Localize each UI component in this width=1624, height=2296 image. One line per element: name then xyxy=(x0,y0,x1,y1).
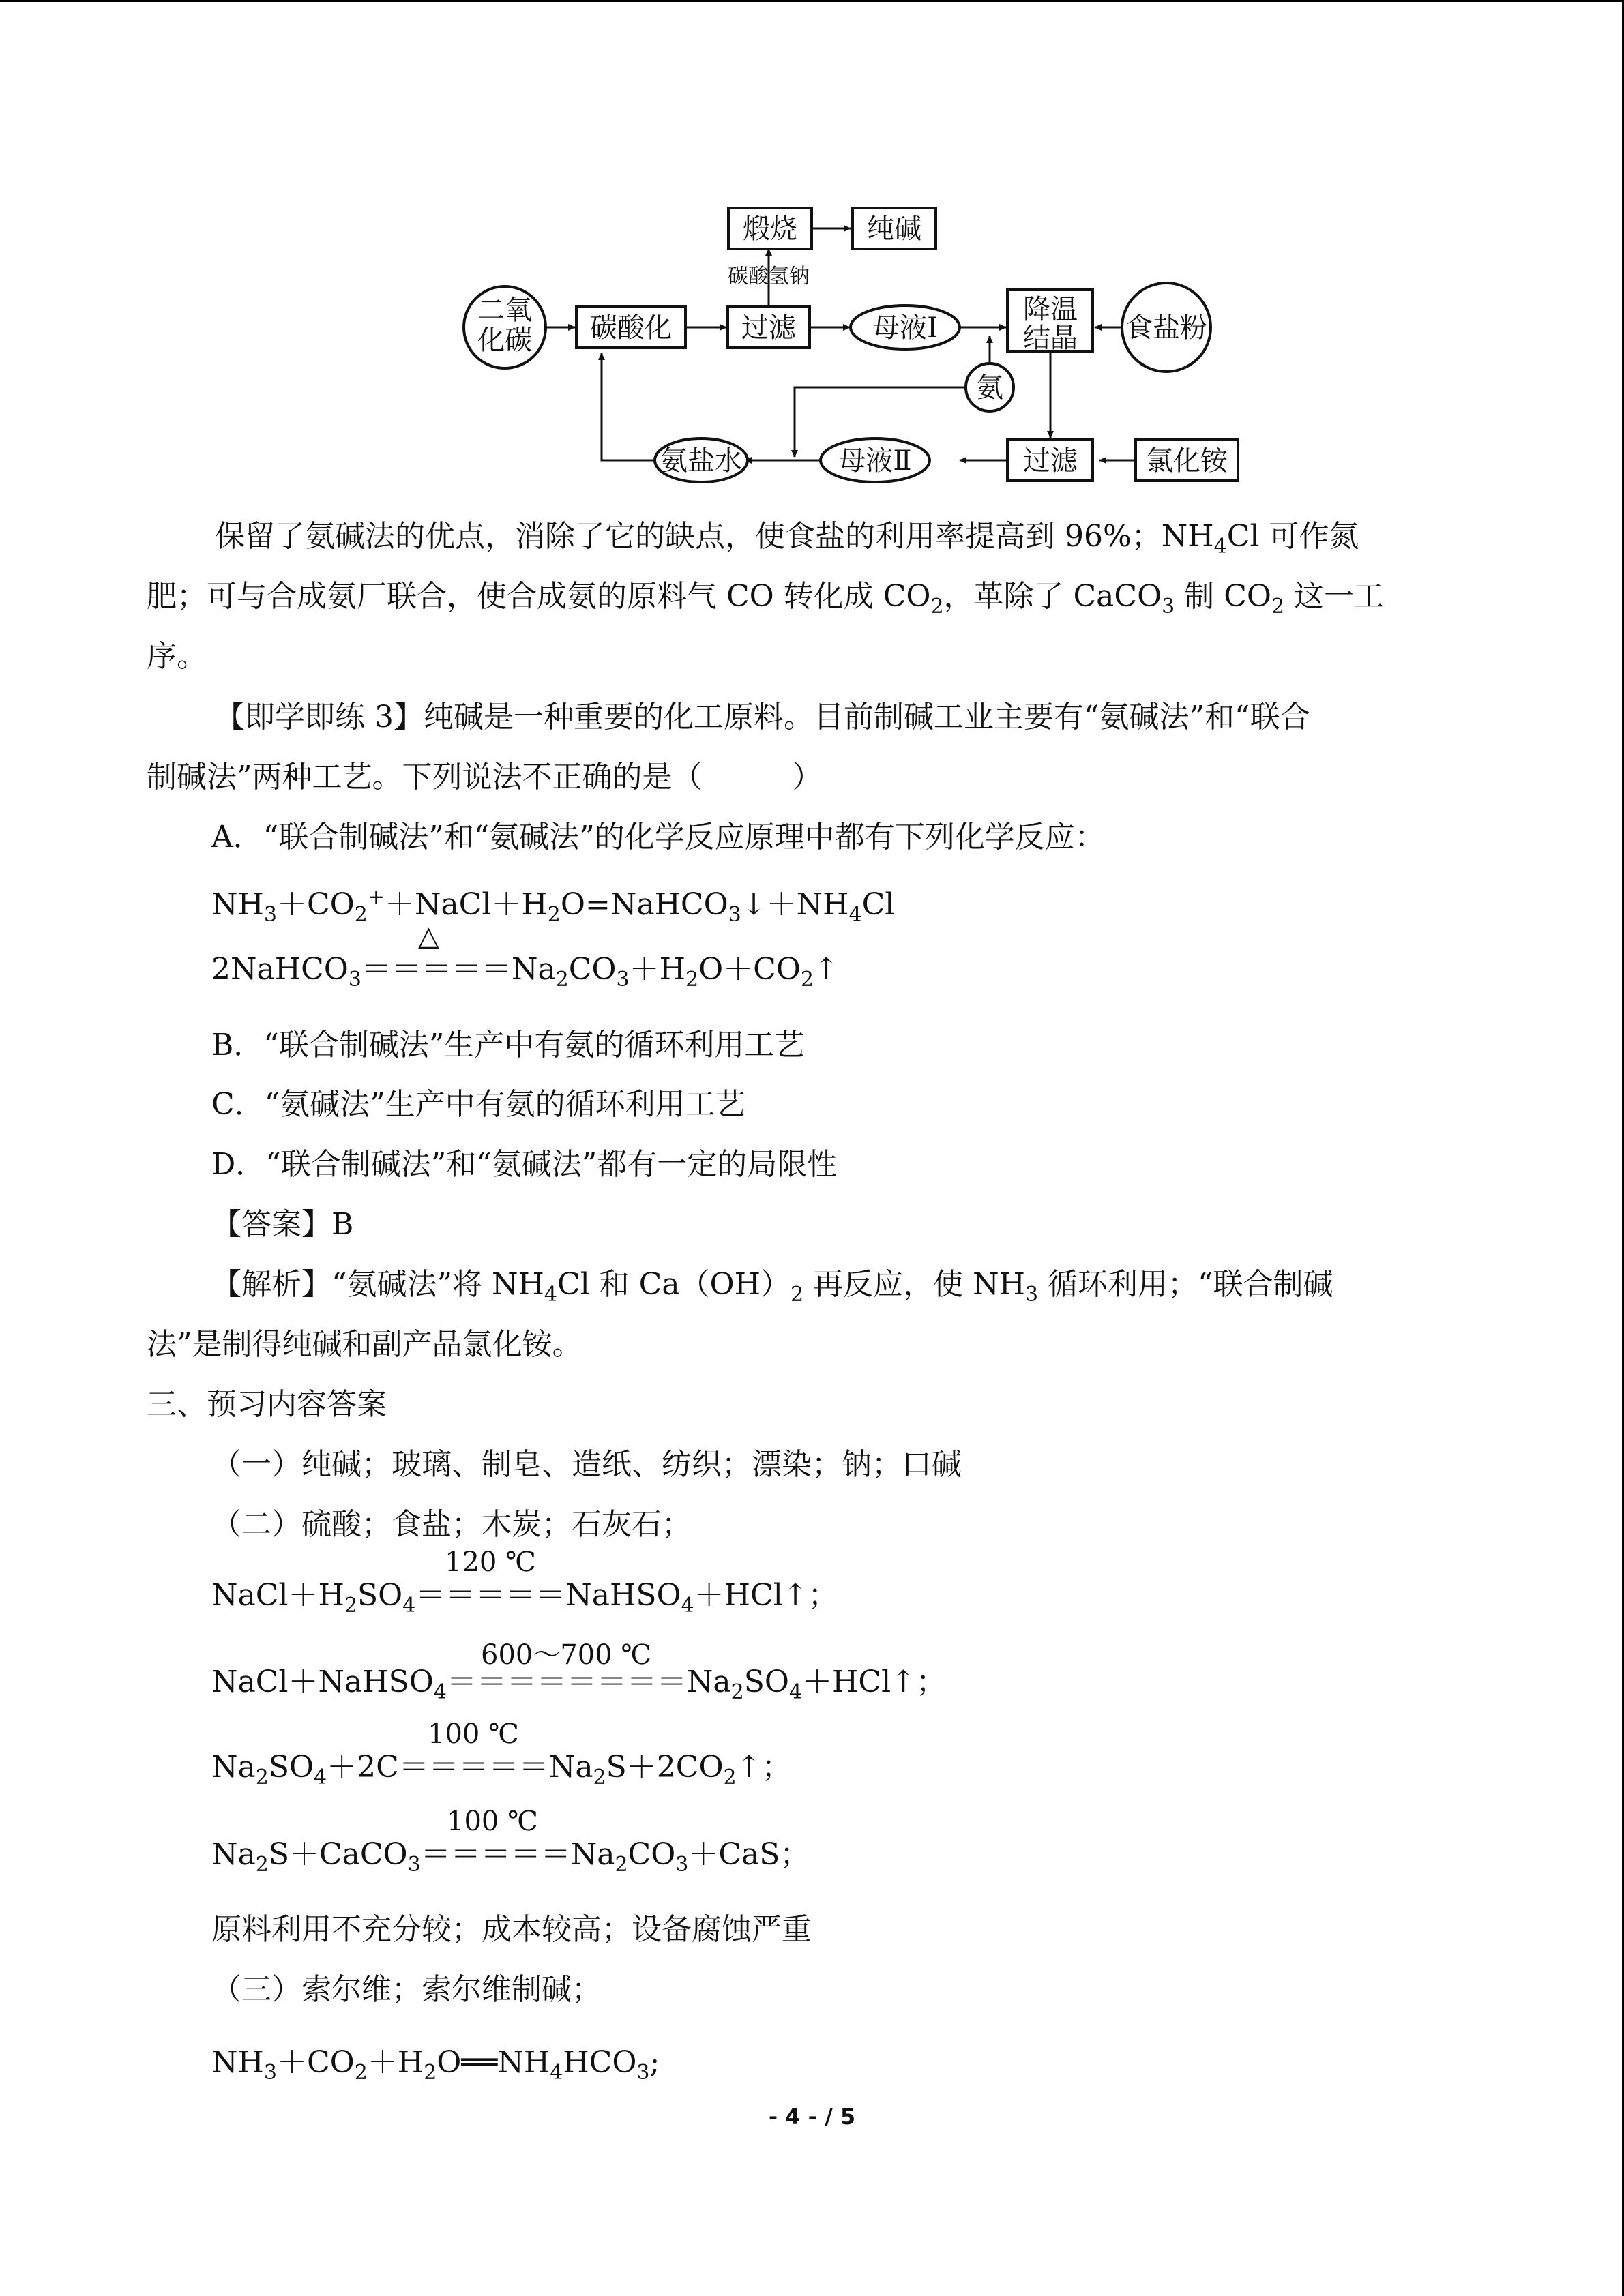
equation-bicarbonate-decomposition: $2NaHCO_3=====Na_2CO_3+H_2O+CO_2↑$ xyxy=(211,952,839,992)
reaction2-condition: 600～700 ℃ xyxy=(481,1639,652,1671)
node-calcine xyxy=(728,208,812,249)
node-salt-powder xyxy=(1122,283,1211,372)
analysis-line2: 法”是制得纯碱和副产品氯化铵。 xyxy=(147,1327,582,1362)
node-ammonia xyxy=(966,363,1014,411)
reaction5: $NH_3+CO_2+H_2O══NH_4HCO_3$; xyxy=(211,2045,660,2085)
answer: 【答案】B xyxy=(211,1207,354,1242)
arrow-brine-to-carbonation xyxy=(602,353,655,460)
svg-text:食盐粉: 食盐粉 xyxy=(1125,312,1207,344)
option-b: B．“联合制碱法”生产中有氨的循环利用工艺 xyxy=(211,1028,805,1062)
node-filter-1 xyxy=(728,307,810,348)
reaction3-condition: 100 ℃ xyxy=(428,1718,519,1750)
svg-text:降温: 降温 xyxy=(1023,294,1078,325)
leblanc-drawbacks: 原料利用不充分较；成本较高；设备腐蚀严重 xyxy=(211,1912,812,1947)
reaction1-condition: 120 ℃ xyxy=(445,1547,536,1578)
option-c: C．“氨碱法”生产中有氨的循环利用工艺 xyxy=(211,1087,745,1122)
label-sodium-bicarbonate: 碳酸氢钠 xyxy=(728,265,810,288)
node-ammonium-chloride xyxy=(1136,440,1238,481)
practice-question-line1: 【即学即练 3】纯碱是一种重要的化工原料。目前制碱工业主要有“氨碱法”和“联合 xyxy=(215,700,1310,734)
svg-text:结晶: 结晶 xyxy=(1023,323,1078,354)
node-cooling-crystallization xyxy=(1007,290,1093,354)
svg-text:二氧: 二氧 xyxy=(477,295,532,326)
svg-text:母液Ⅰ: 母液Ⅰ xyxy=(872,312,938,344)
svg-text:化碳: 化碳 xyxy=(477,325,532,356)
joint-soda-process-diagram xyxy=(450,198,1241,498)
svg-text:氯化铵: 氯化铵 xyxy=(1146,445,1228,477)
svg-text:氨盐水: 氨盐水 xyxy=(660,445,742,477)
node-filter-2 xyxy=(1007,440,1093,481)
paragraph-advantages-line3: 序。 xyxy=(147,639,207,674)
reaction1: $NaCl+H_2SO_4=====NaHSO_4+HCl↑$； xyxy=(211,1578,838,1617)
reaction4-condition: 100 ℃ xyxy=(447,1806,538,1837)
reaction3: $Na_2SO_4+2C=====Na_2S+2CO_2↑$； xyxy=(211,1750,792,1789)
section-3-part2: （二）硫酸；食盐；木炭；石灰石； xyxy=(211,1507,692,1542)
svg-text:母液Ⅱ: 母液Ⅱ xyxy=(838,445,912,477)
node-carbonation xyxy=(576,307,685,348)
heat-condition-symbol: △ xyxy=(418,921,439,952)
node-mother-liquor-2 xyxy=(821,438,930,482)
paragraph-advantages-line2: 肥；可与合成氨厂联合，使合成氨的原料气 CO 转化成 $CO_2$，革除了 CaCO$_3$ 制 $CO_2$ 这一工 xyxy=(147,579,1385,618)
node-mother-liquor-1 xyxy=(851,305,960,349)
section-3-part3: （三）索尔维；索尔维制碱； xyxy=(211,1972,602,2007)
section-3-heading: 三、预习内容答案 xyxy=(147,1387,387,1422)
node-soda-ash xyxy=(853,208,936,249)
analysis-line1: 【解析】“氨碱法”将 $NH_4Cl$ 和 $Ca(OH)_2$ 再反应，使 $NH_3$ 循环利用；“联合制碱 xyxy=(211,1267,1333,1307)
option-d: D．“联合制碱法”和“氨碱法”都有一定的局限性 xyxy=(211,1147,838,1182)
node-ammonia-brine xyxy=(655,438,748,482)
svg-text:过滤: 过滤 xyxy=(741,312,796,344)
reaction4: $Na_2S+CaCO_3=====Na_2CO_3+CaS$； xyxy=(211,1837,810,1877)
practice-question-line2: 制碱法”两种工艺。下列说法不正确的是（ ） xyxy=(147,760,823,794)
node-co2 xyxy=(464,286,546,368)
svg-text:煅烧: 煅烧 xyxy=(743,213,797,245)
page-number: - 4 - / 5 xyxy=(768,2104,856,2130)
svg-text:氨: 氨 xyxy=(976,372,1003,404)
svg-text:纯碱: 纯碱 xyxy=(867,213,921,245)
option-a: A．“联合制碱法”和“氨碱法”的化学反应原理中都有下列化学反应： xyxy=(211,820,1105,854)
reaction2: $NaCl+NaHSO_4========Na_2SO_4+HCl↑$； xyxy=(211,1665,947,1704)
svg-text:碳酸化: 碳酸化 xyxy=(590,312,672,344)
equation-ammonia-soda: $NH_3+CO_2^++NaCl+H_2O=NaHCO_3↓+NH_4Cl$ xyxy=(211,885,895,927)
paragraph-advantages-line1: 保留了氨碱法的优点，消除了它的缺点，使食盐的利用率提高到 96%；$NH_4Cl$ 可作氮 xyxy=(215,519,1359,558)
svg-text:过滤: 过滤 xyxy=(1023,445,1078,477)
section-3-part1: （一）纯碱；玻璃、制皂、造纸、纺织；漂染；钠；口碱 xyxy=(211,1447,962,1482)
